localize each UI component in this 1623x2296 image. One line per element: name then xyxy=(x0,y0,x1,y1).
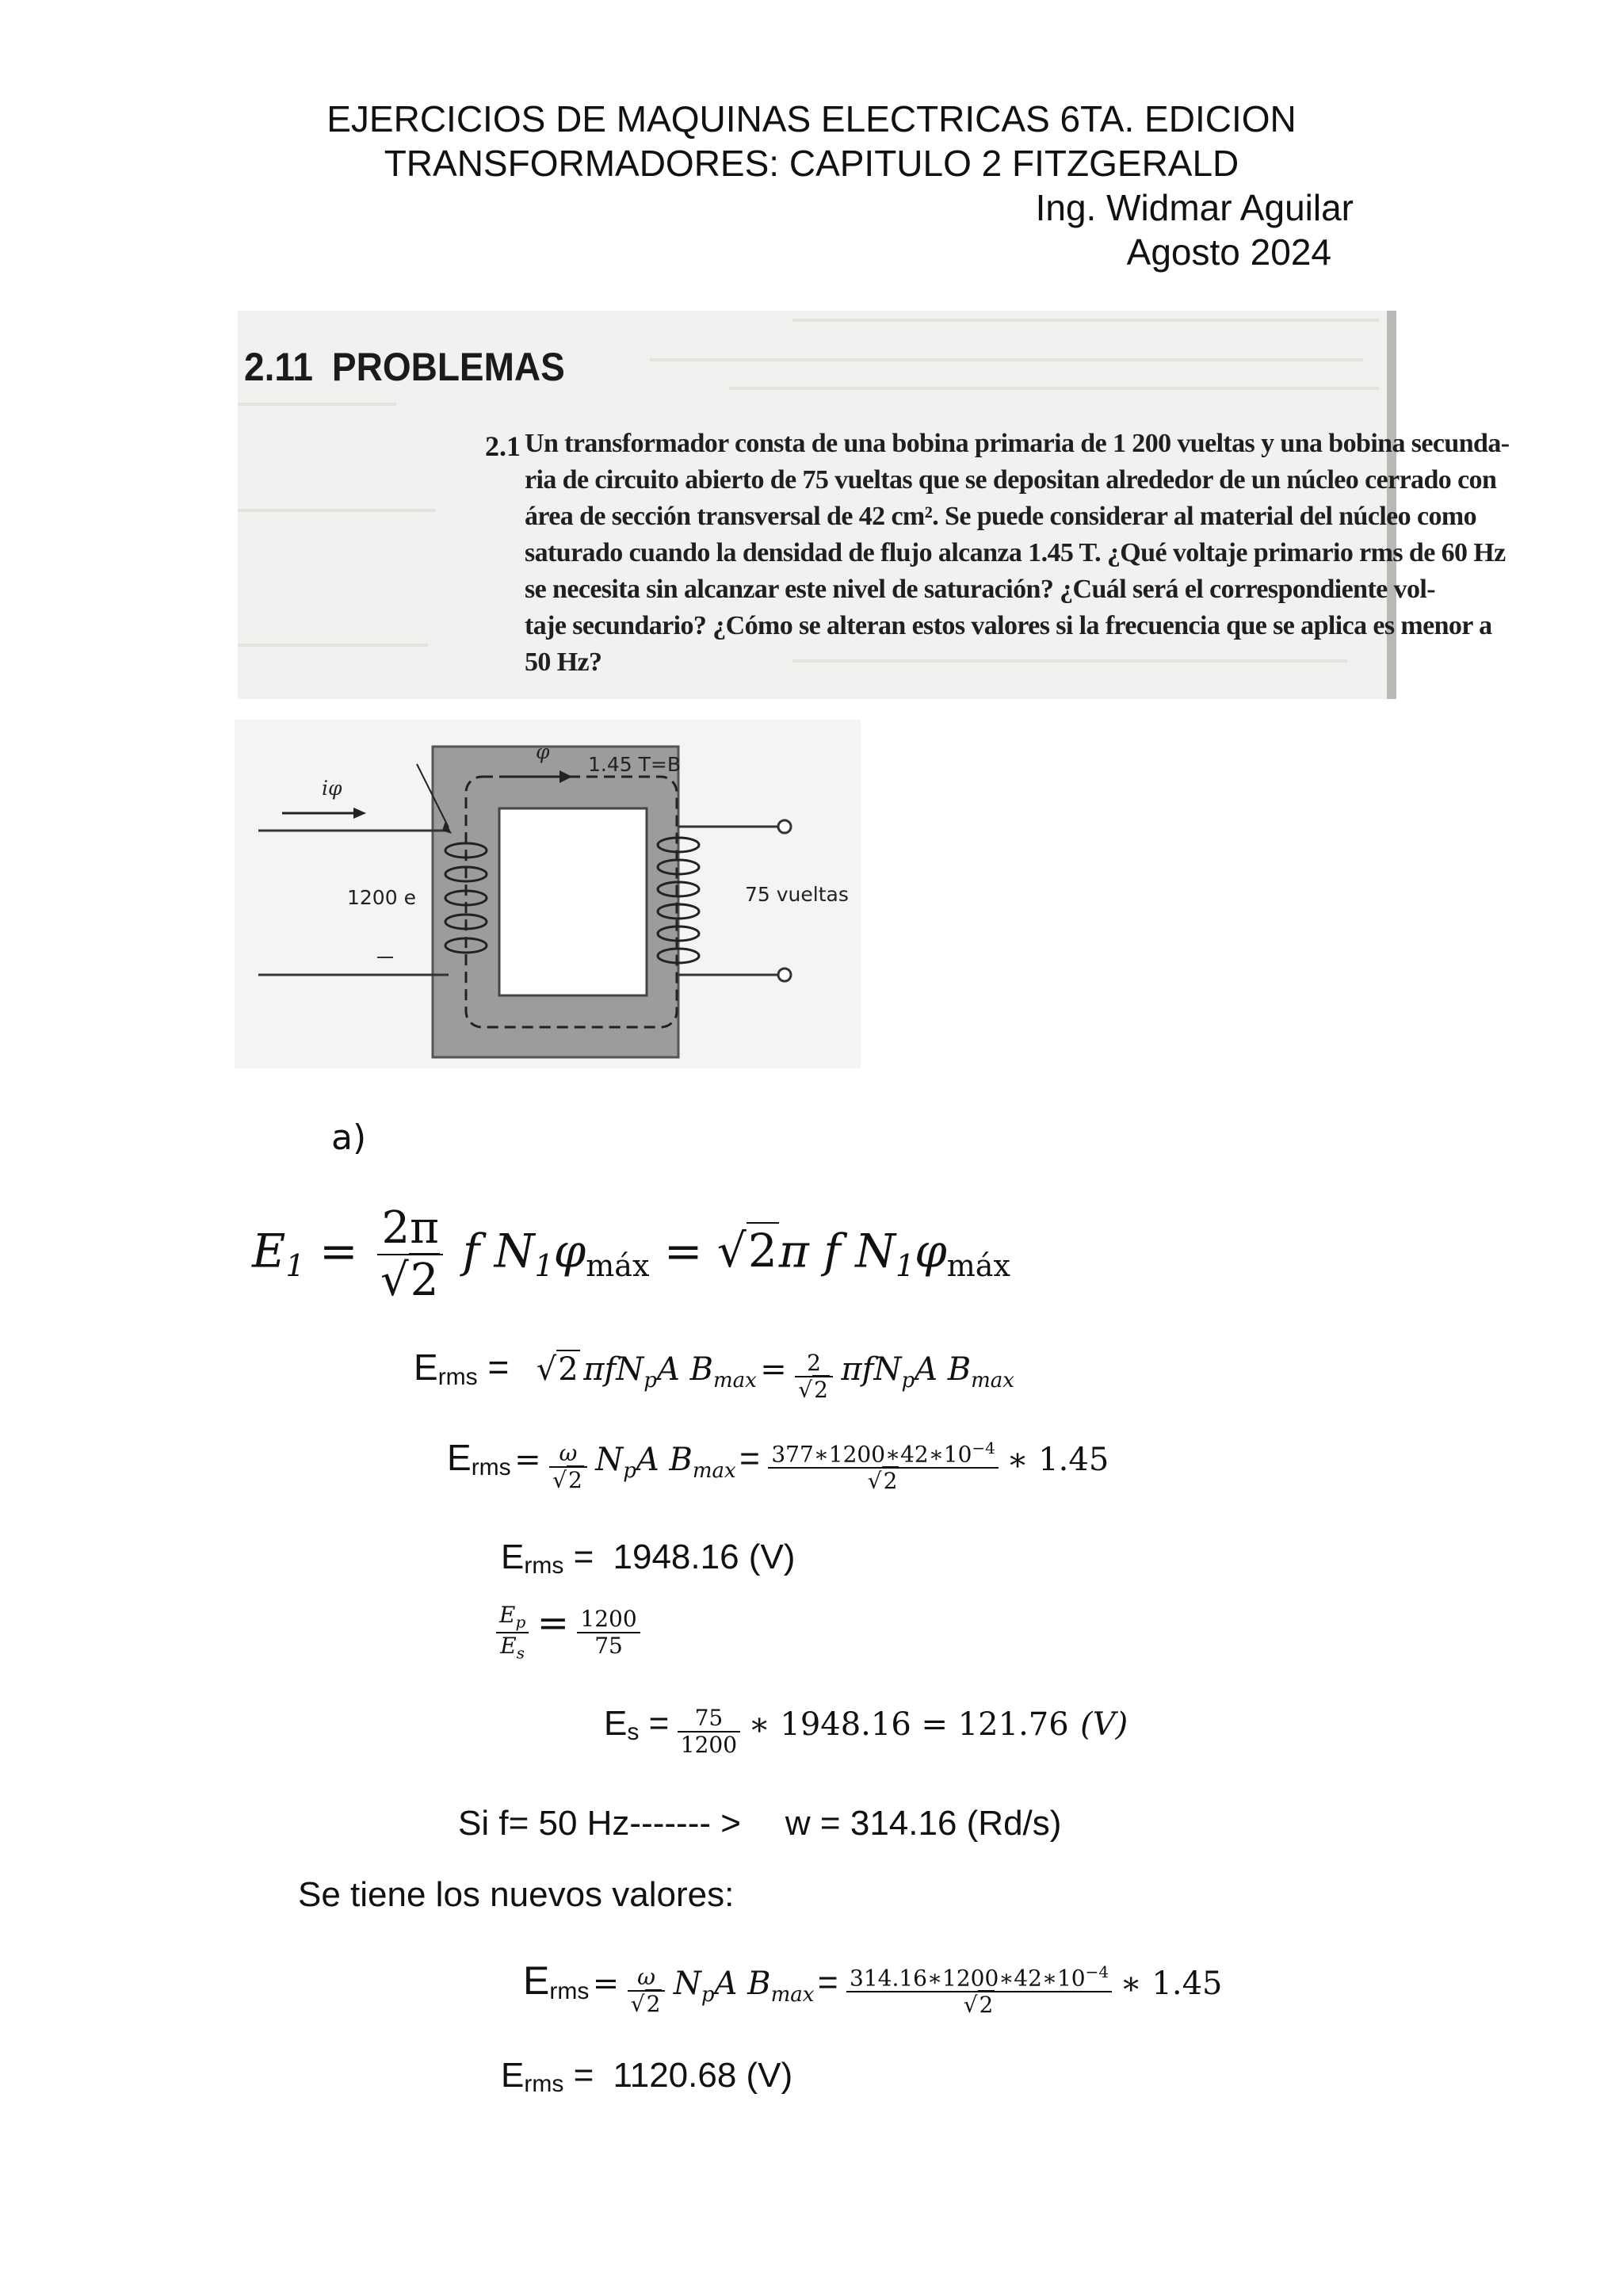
section-heading xyxy=(244,344,565,390)
problem-line: saturado cuando la densidad de flujo alcanza 1.45 T. ¿Qué voltaje primario rms de 60 Hz xyxy=(525,538,1506,567)
secondary-turns-label: 75 vueltas xyxy=(745,883,849,906)
flux-density-label: 1.45 T=B xyxy=(588,753,681,776)
erms-60hz-result: Erms = 1948.16 (V) xyxy=(501,1538,796,1579)
doc-author: Ing. Widmar Aguilar xyxy=(1035,187,1354,228)
erms-50hz-result: Erms = 1120.68 (V) xyxy=(501,2056,793,2097)
doc-date: Agosto 2024 xyxy=(1126,231,1331,273)
textbook-scan xyxy=(238,311,1510,699)
flux-label: φ xyxy=(536,740,550,763)
turns-ratio: $\frac{E_p}{E_s}$ = $\frac{1200}{75}$ xyxy=(491,1601,645,1662)
doc-title-line2: TRANSFORMADORES: CAPITULO 2 FITZGERALD xyxy=(384,143,1239,184)
current-label: iφ xyxy=(322,777,342,800)
problem-line: taje secundario? ¿Cómo se alteran estos valores si la frecuencia que se aplica es menor a xyxy=(525,611,1492,640)
transformer-figure xyxy=(235,720,861,1068)
problem-line: ria de circuito abierto de 75 vueltas que se depositan alrededor de un núcleo cerrado con xyxy=(525,465,1497,495)
part-a-label: a) xyxy=(331,1117,367,1158)
current-arrowhead xyxy=(353,808,366,819)
erms-60hz-formula: Erms = $\frac{\omega}{√2}$ $N_pA$ $B_{max}$ = $\frac{377∗1200∗42∗10^{-4}}{√2}$ ∗ 1.45 xyxy=(447,1437,1109,1495)
problem-line: área de sección transversal de 42 cm². Se puede considerar al material del núcleo como xyxy=(525,502,1476,531)
primary-turns-label: 1200 e xyxy=(347,886,416,909)
core-window xyxy=(499,808,647,995)
problem-line: Un transformador consta de una bobina primaria de 1 200 vueltas y una bobina secunda- xyxy=(525,429,1510,458)
secondary-terminal-top xyxy=(778,820,791,833)
erms-50hz-formula: Erms = $\frac{\omega}{√2}$ $N_pA$ $B_{max}$ = $\frac{314.16∗1200∗42∗10^{-4}}{√2}$ ∗ 1.45 xyxy=(523,1958,1223,2019)
textbook-emf-formula: $E_1$ = $\frac{2\pi}{√2}$ f $N_1\varphi_{máx} = √2\pi$ f $N_1\varphi_{máx}$ xyxy=(252,1202,1010,1307)
section-number: 2.11 xyxy=(244,345,313,389)
section-title: PROBLEMAS xyxy=(331,345,565,389)
erms-general-formula: Erms = √2 πfN$_p$A $B_{max}$ = $\frac{2}{√2}$ πfN$_p$A $B_{max}$ xyxy=(414,1347,1014,1403)
frequency-change-line: Si f= 50 Hz------- > w = 314.16 (Rd/s) xyxy=(458,1804,1062,1843)
doc-title-line1: EJERCICIOS DE MAQUINAS ELECTRICAS 6TA. EDICION xyxy=(327,98,1296,139)
secondary-terminal-bottom xyxy=(778,968,791,981)
problem-number: 2.1 xyxy=(485,430,521,462)
problem-line: se necesita sin alcanzar este nivel de saturación? ¿Cuál será el correspondiente vol- xyxy=(525,575,1435,604)
secondary-voltage: Es = $\frac{75}{1200}$ ∗ 1948.16 = 121.76 (V) xyxy=(604,1704,1128,1758)
problem-line: 50 Hz? xyxy=(525,648,602,677)
new-values-heading: Se tiene los nuevos valores: xyxy=(298,1875,735,1914)
